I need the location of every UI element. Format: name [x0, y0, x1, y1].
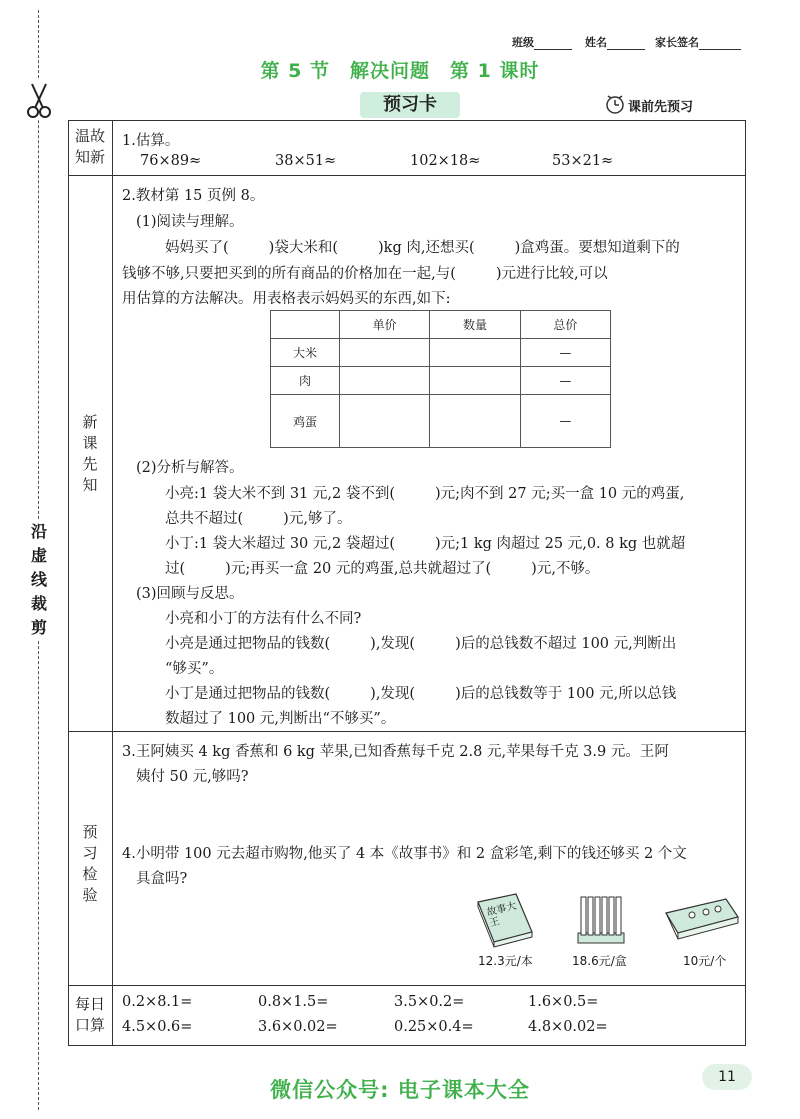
scissors-icon: [24, 80, 54, 120]
q1-item: 76×89≈: [140, 153, 202, 169]
parent-signature-field: 家长签名: [655, 34, 741, 50]
class-field: 班级: [512, 34, 572, 50]
section-check-label: 预 习 检 验: [82, 823, 98, 904]
q2-text-line: 数超过了 100 元,判断出“不够买”。: [165, 711, 396, 727]
name-field: 姓名: [585, 34, 645, 50]
q3-text-line: 姨付 50 元,够吗?: [136, 769, 249, 785]
q2-text-line: 总共不超过( )元,够了。: [165, 511, 352, 527]
table-header: 总价: [520, 311, 610, 339]
q2-text-line: 小亮是通过把物品的钱数( ),发现( )后的总钱数不超过 100 元,判断出: [165, 636, 677, 652]
colored-pens-image: [576, 893, 628, 947]
q2-text-line: 钱够不够,只要把买到的所有商品的价格加在一起,与( )元进行比较,可以: [122, 266, 608, 282]
cut-instruction: 沿 虚 线 裁 剪: [28, 520, 50, 640]
purchase-table: [270, 310, 611, 448]
pencil-case-image: [662, 895, 742, 941]
q2-step1-heading: (1)阅读与理解。: [136, 214, 244, 230]
q1-item: 38×51≈: [275, 153, 337, 169]
q4-text-line: 4.小明带 100 元去超市购物,他买了 4 本《故事书》和 2 盒彩笔,剩下的钱还够买 2 个文: [122, 846, 687, 862]
mental-math-item: 3.5×0.2=: [394, 994, 465, 1010]
q2-text-line: 妈妈买了( )袋大米和( )kg 肉,还想买( )盒鸡蛋。要想知道剩下的: [165, 240, 680, 256]
table-header: [271, 311, 340, 339]
mental-math-item: 1.6×0.5=: [528, 994, 599, 1010]
mental-math-item: 4.8×0.02=: [528, 1019, 608, 1035]
q2-title: 2.教材第 15 页例 8。: [122, 188, 265, 204]
book-cover-text: 故事大王: [485, 900, 518, 930]
mental-math-item: 0.2×8.1=: [122, 994, 193, 1010]
row-divider: [68, 985, 746, 986]
table-row: 鸡蛋 —: [271, 395, 611, 448]
q2-text-line: 小亮和小丁的方法有什么不同?: [165, 611, 362, 627]
q2-text-line: 小亮:1 袋大米不到 31 元,2 袋不到( )元;肉不到 27 元;买一盒 10 元的鸡蛋,: [165, 486, 685, 502]
section-daily-label: 每日 口算: [74, 995, 105, 1034]
card-title: 预习卡: [360, 92, 460, 118]
mental-math-item: 0.8×1.5=: [258, 994, 329, 1010]
q2-step2-heading: (2)分析与解答。: [136, 460, 244, 476]
row-divider: [68, 731, 746, 732]
alarm-clock-icon: [604, 93, 626, 119]
table-row: 肉 —: [271, 367, 611, 395]
q2-step3-heading: (3)回顾与反思。: [136, 586, 244, 602]
section-new-label: 新 课 先 知: [82, 413, 98, 494]
footer-watermark: 微信公众号: 电子课本大全: [270, 1078, 530, 1102]
column-divider: [112, 120, 113, 1046]
page-number: 11: [702, 1064, 752, 1090]
q1-item: 53×21≈: [552, 153, 614, 169]
table-header: 数量: [430, 311, 520, 339]
q2-text-line: 过( )元;再买一盒 20 元的鸡蛋,总共就超过了( )元,不够。: [165, 561, 600, 577]
preview-label: 课前先预习: [628, 100, 694, 115]
section-review-label: 温故 知新: [74, 127, 105, 166]
mental-math-item: 0.25×0.4=: [394, 1019, 474, 1035]
price-label: 12.3元/本: [478, 954, 533, 968]
q4-text-line: 具盒吗?: [136, 871, 188, 887]
mental-math-item: 4.5×0.6=: [122, 1019, 193, 1035]
table-header: 单价: [340, 311, 430, 339]
q2-text-line: 用估算的方法解决。用表格表示妈妈买的东西,如下:: [122, 291, 451, 307]
q2-text-line: 小丁:1 袋大米超过 30 元,2 袋超过( )元;1 kg 肉超过 25 元,0. 8 kg 也就超: [165, 536, 686, 552]
q2-text-line: “够买”。: [165, 661, 224, 677]
price-label: 18.6元/盒: [572, 954, 627, 968]
mental-math-item: 3.6×0.02=: [258, 1019, 338, 1035]
q3-text-line: 3.王阿姨买 4 kg 香蕉和 6 kg 苹果,已知香蕉每千克 2.8 元,苹果每千克 3.9 元。王阿: [122, 744, 669, 760]
row-divider: [68, 175, 746, 176]
q1-item: 102×18≈: [410, 153, 481, 169]
q1-title: 1.估算。: [122, 133, 180, 149]
table-row: 大米 —: [271, 339, 611, 367]
price-label: 10元/个: [683, 954, 727, 968]
q2-text-line: 小丁是通过把物品的钱数( ),发现( )后的总钱数等于 100 元,所以总钱: [165, 686, 677, 702]
page-title: 第 5 节 解决问题 第 1 课时: [260, 60, 540, 82]
